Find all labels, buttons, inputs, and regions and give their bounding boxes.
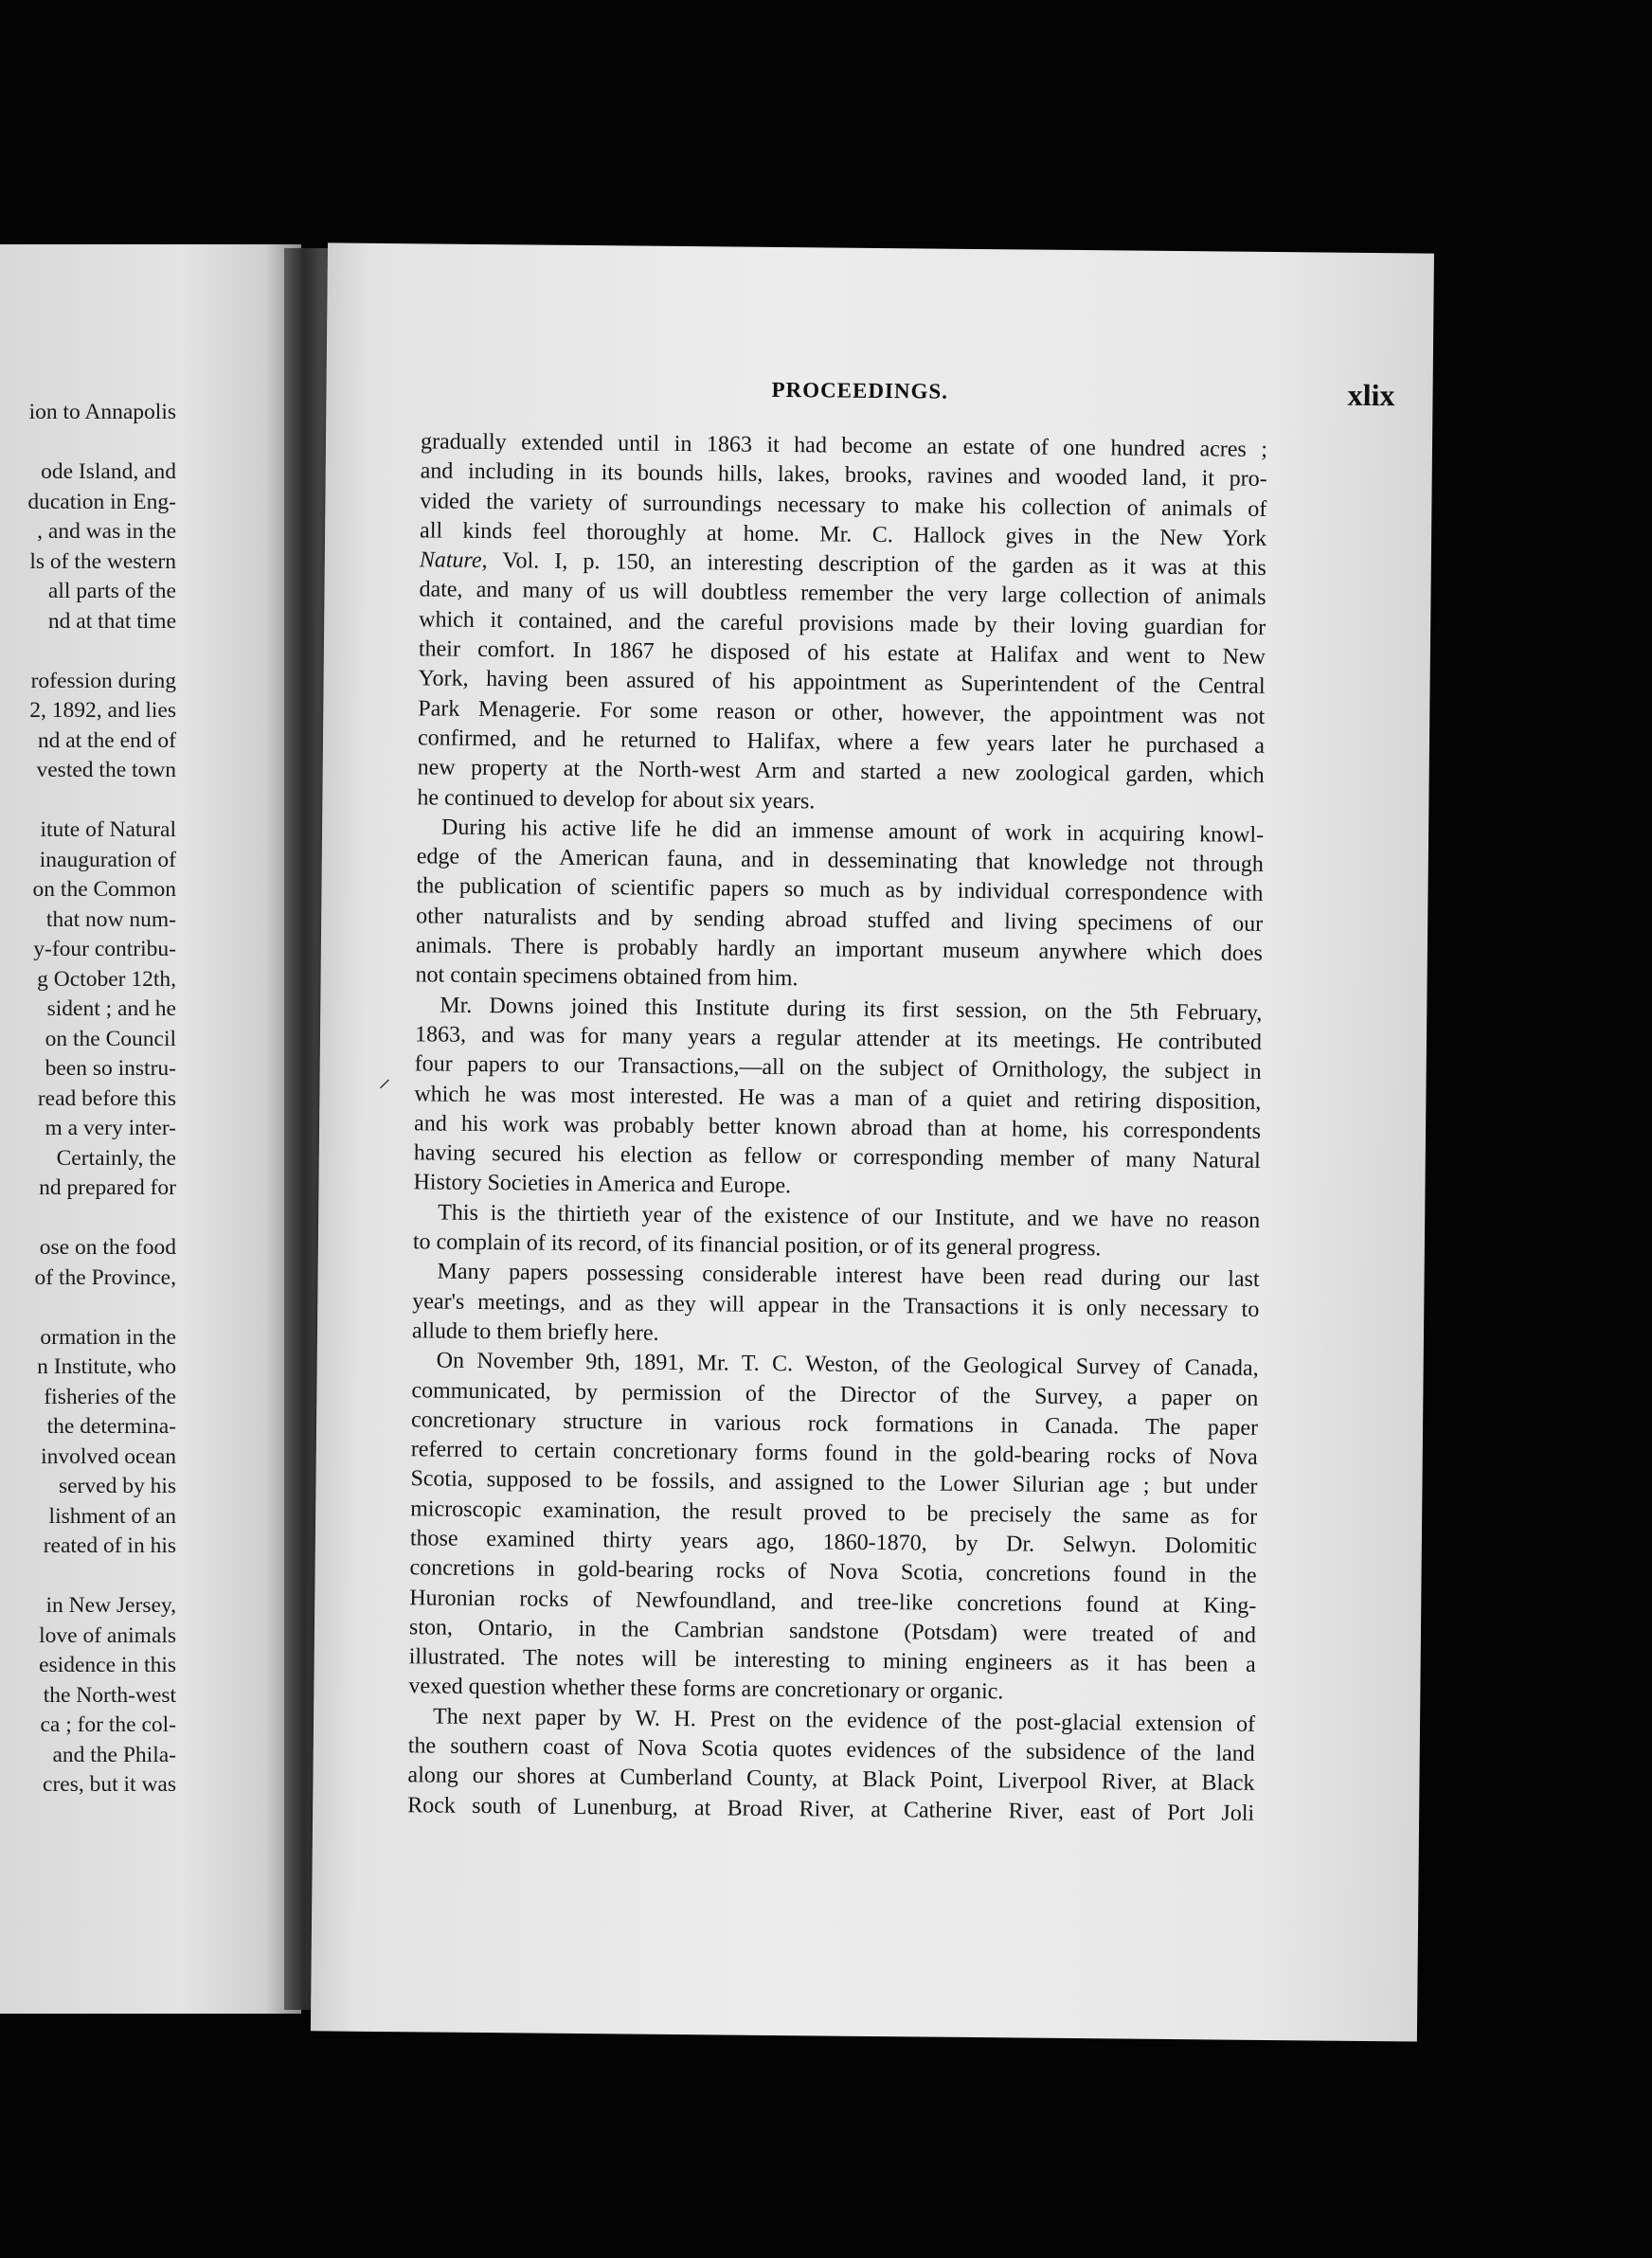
left-page-line: nd prepared for [39,1175,176,1200]
left-page-line: cres, but it was [43,1772,176,1797]
left-page-line: inauguration of [39,847,176,872]
body-text [407,427,1267,1828]
page-number: xlix [1347,377,1395,413]
left-page-line: ls of the western [29,548,176,574]
text-line: other naturalists and by sending abroad stuffed and living specimens of our [416,904,1264,937]
text-line: communicated, by permission of the Director of the Survey, a paper on [411,1377,1259,1411]
left-page-line: sident ; and he [46,996,176,1021]
left-page-line: on the Council [45,1026,176,1051]
left-page-line: g October 12th, [37,966,176,992]
text-line: York, having been assured of his appointment as Superintendent of the Central [418,666,1266,700]
left-page-line: involved ocean [41,1443,176,1469]
left-page-line: esidence in this [39,1653,176,1677]
text-line: those examined thirty years ago, 1860-1870, by Dr. Selwyn. Dolomitic [409,1526,1257,1559]
text-line: all kinds feel thoroughly at home. Mr. C. Hallock gives in the New York [419,518,1267,551]
left-page-text [0,398,176,1801]
left-page-line: vested the town [36,758,176,782]
left-page-line: fisheries of the [44,1384,176,1409]
left-page-line: of the Province, [34,1264,176,1290]
text-line: which it contained, and the careful provisions made by their loving guardian for [419,607,1266,640]
left-page-line: nd at that time [47,608,176,634]
left-page-line [0,1204,176,1234]
text-line: On November 9th, 1891, Mr. T. C. Weston, of the Geological Survey of Canada, [436,1348,1259,1382]
left-page-line: m a very inter- [45,1116,176,1140]
left-page-line: nd at the end of [37,727,176,753]
text-line: This is the thirtieth year of the existence of our Institute, and we have no reason [438,1200,1261,1233]
text-line: ston, Ontario, in the Cambrian sandstone (Potsdam) were treated of and [408,1615,1257,1648]
text-line: 1863, and was for many years a regular attender at its meetings. He contributed [414,1022,1263,1055]
text-line: the southern coast of Nova Scotia quotes evidences of the subsidence of the land [407,1733,1255,1766]
margin-pen-mark: ⸝ [378,1064,391,1093]
left-page-line: ducation in Eng- [27,489,176,514]
text-line: confirmed, and he returned to Halifax, where a few years later he purchased a [417,726,1266,759]
left-page-line [0,428,176,458]
left-page-line: served by his [58,1474,176,1498]
left-page-line: the North-west [43,1682,176,1708]
text-line: date, and many of us will doubtless remember the very large collection of animals [419,577,1266,611]
left-page-line: , and was in the [37,519,176,544]
text-line: their comfort. In 1867 he disposed of his estate at Halifax and went to New [418,636,1266,670]
left-page-line [0,1562,176,1592]
text-line: concretions in gold-bearing rocks of Nova Scotia, concretions found in the [409,1555,1257,1589]
left-page-line: Certainly, the [56,1145,176,1171]
text-line: Mr. Downs joined this Institute during its first session, on the 5th February, [440,993,1263,1026]
text-line: new property at the North-west Arm and started a new zoological garden, which [417,755,1265,789]
text-line: Rock south of Lunenburg, at Broad River, at Catherine River, east of Port Joli [407,1792,1255,1826]
text-line: and his work was probably better known abroad than at home, his correspondents [413,1111,1262,1144]
text-line: gradually extended until in 1863 it had become an estate of one hundred acres ; [420,429,1268,462]
left-page-line: ose on the food [39,1235,176,1260]
text-line: Park Menagerie. For some reason or other, however, the appointment was not [418,696,1266,729]
main-page [311,242,1434,2041]
text-line: allude to them briefly here. [411,1318,659,1346]
left-page-line: ion to Annapolis [28,400,176,424]
left-page-line: and the Phila- [52,1742,176,1767]
left-page-line: n Institute, who [37,1354,176,1379]
text-line: having secured his election as fellow or corresponding member of many Natural [413,1140,1261,1174]
text-line: referred to certain concretionary forms found in the gold-bearing rocks of Nova [410,1437,1258,1470]
left-page-line: ca ; for the col- [40,1712,176,1737]
left-page-line: in New Jersey, [45,1593,176,1618]
left-page-line: that now num- [45,906,176,932]
running-head [438,375,1395,419]
left-page-line [0,1293,176,1323]
running-head-title: PROCEEDINGS. [771,377,949,403]
text-line: During his active life he did an immense amount of work in acquiring knowl- [440,815,1265,848]
left-page-line: y-four contribu- [33,937,176,961]
text-line: along our shores at Cumberland County, at Black Point, Liverpool River, at Black [407,1763,1255,1797]
left-page [0,244,301,2014]
left-page-line: love of animals [39,1622,176,1648]
left-page-line: read before this [37,1085,176,1111]
text-line: microscopic examination, the result proved to be precisely the same as for [410,1496,1258,1530]
left-page-line: the determina- [46,1414,176,1439]
text-line: concretionary structure in various rock formations in Canada. The paper [410,1407,1259,1441]
text-line: Many papers possessing considerable interest have been read during our last [437,1259,1260,1293]
text-line: animals. There is probably hardly an important museum anywhere which does [415,933,1263,966]
left-page-line: ormation in the [40,1324,176,1350]
text-line: vided the variety of surroundings necessary to make his collection of animals of [420,488,1267,522]
journal-title-italic: Nature [419,547,482,574]
left-page-line: rofession during [30,668,176,693]
left-page-line: on the Common [32,877,176,902]
left-page-line: 2, 1892, and lies [29,698,176,723]
left-page-line: been so instru- [45,1056,176,1081]
text-line: Scotia, supposed to be fossils, and assigned to the Lower Silurian age ; but under [410,1466,1258,1500]
text-line: edge of the American fauna, and in desseminating that knowledge not through [416,844,1264,878]
text-line: to complain of its record, of its financial position, or of its general progress. [412,1229,1102,1262]
text-line: year's meetings, and as they will appear in the Transactions it is only necessary to [412,1288,1260,1322]
text-line: illustrated. The notes will be interesting to mining engineers as it has been a [408,1644,1256,1678]
text-line: Nature, Vol. I, p. 150, an interesting description of the garden as it was at this [419,547,1266,582]
text-line: vexed question whether these forms are concretionary or organic. [408,1674,1004,1705]
text-line: not contain specimens obtained from him. [415,962,799,992]
left-page-line: lishment of an [48,1503,176,1529]
text-line: he continued to develop for about six years. [417,784,816,814]
left-page-line [0,636,176,667]
text-line: the publication of scientific papers so much as by individual correspondence with [416,873,1264,907]
left-page-line: itute of Natural [40,817,176,842]
text-line: and including in its bounds hills, lakes, brooks, ravines and wooded land, it pro- [420,458,1267,493]
text-line: Huronian rocks of Newfoundland, and tree-like concretions found at King- [409,1585,1257,1619]
left-page-line: reated of in his [43,1533,176,1558]
left-page-line: ode Island, and [41,459,176,484]
text-line: four papers to our Transactions,—all on the subject of Ornithology, the subject in [414,1051,1262,1085]
text-line: which he was most interested. He was a man of a quiet and retiring disposition, [414,1081,1262,1115]
left-page-line [0,786,176,816]
text-line: The next paper by W. H. Prest on the evidence of the post-glacial extension of [432,1704,1256,1737]
left-page-line: all parts of the [47,579,176,603]
text-line: History Societies in America and Europe. [413,1170,792,1199]
